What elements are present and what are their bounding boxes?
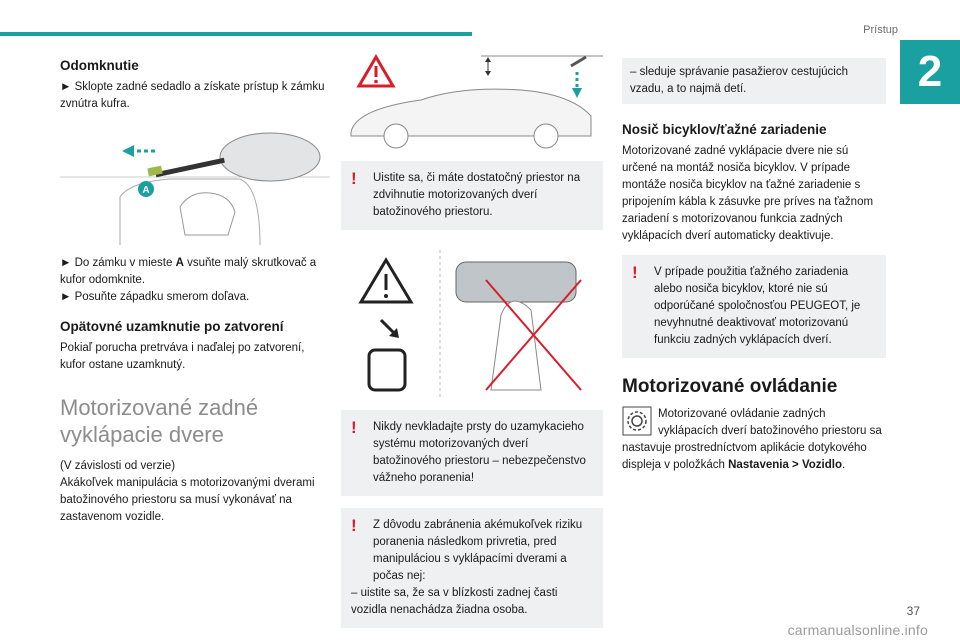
watermark: carmanualsonline.info bbox=[787, 622, 928, 638]
section-label: Prístup bbox=[863, 24, 898, 36]
exclamation-icon: ! bbox=[351, 169, 357, 188]
intro-text: Akákoľvek manipulácia s motorizovanými dverami batožinového priestoru sa musí vykonávať na zastavenom vozidle. bbox=[60, 477, 315, 523]
version-note: (V závislosti od verzie) bbox=[60, 460, 176, 472]
finger-warning-illustration bbox=[341, 250, 603, 400]
exclamation-icon: ! bbox=[632, 263, 638, 282]
heading-relock: Opätovné uzamknutie po zatvorení bbox=[60, 319, 284, 334]
bike-carrier-text: Motorizované zadné vyklápacie dvere nie sú určené na montáž nosiča bicyklov. V prípade montáže nosiča bicyklov na ťažné zariadenie s pripojením kábla k zásuvke pre príves na ťažnom zariadení s motorizovanou funkcia zadných vyklápacích dverí automaticky deaktivuje. bbox=[622, 145, 874, 242]
continued-warning-text: – sleduje správanie pasažierov cestujúcich vzadu, a to najmä detí. bbox=[622, 58, 886, 104]
warning-box-clearance: ! Uistite sa, či máte dostatočný priestor na zdvihnutie motorizovaných dverí batožinového priestoru. bbox=[341, 161, 603, 230]
unlock-step-2: ► Do zámku v mieste A vsuňte malý skrutkovač a kufor odomknite. bbox=[60, 257, 317, 286]
heading-motorized-control: Motorizované ovládanie bbox=[622, 376, 838, 397]
header-accent-bar bbox=[0, 32, 472, 36]
exclamation-icon: ! bbox=[351, 418, 357, 437]
warning-box-pinch: ! Z dôvodu zabránenia akémukoľvek riziku poranenia následkom privretia, pred manipuláciou s vyklápacími dverami a počas nej: – uistite sa, že sa v blízkosti zadnej časti vozidla nenachádza žiadna osoba. bbox=[341, 508, 603, 628]
callout-a-label: A bbox=[142, 185, 150, 196]
column-3 bbox=[622, 58, 886, 474]
column-1 bbox=[60, 58, 330, 526]
column-2 bbox=[341, 58, 603, 628]
warning-box-bike: ! V prípade použitia ťažného zariadenia alebo nosiča bicyklov, ktoré nie sú odporúčané spoločnosťou PEUGEOT, je nevyhnutné deaktivovať motorizovanú funkciu zadných vyklápacích dverí. bbox=[622, 255, 886, 358]
heading-unlock: Odomknutie bbox=[60, 58, 139, 73]
chapter-tab: 2 bbox=[900, 40, 960, 104]
heading-bike-carrier: Nosič bicyklov/ťažné zariadenie bbox=[622, 122, 827, 137]
car-clearance-illustration bbox=[341, 54, 603, 149]
unlock-step-1: ► Sklopte zadné sedadlo a získate prístup k zámku zvnútra kufra. bbox=[60, 81, 325, 110]
motorized-control-text: Motorizované ovládanie zadných vyklápacích dverí batožinového priestoru sa nastavuje prostredníctvom aplikácie dotykového displeja v položkách Nastavenia > Vozidlo. bbox=[622, 408, 882, 471]
warning-box-fingers: ! Nikdy nevkladajte prsty do uzamykacieho systému motorizovaných dverí batožinového priestoru – nebezpečenstvo vážneho poranenia! bbox=[341, 410, 603, 496]
unlock-step-3: ► Posuňte západku smerom doľava. bbox=[60, 291, 250, 303]
section-title-motorized: Motorizované zadné vyklápacie dvere bbox=[60, 395, 259, 447]
screwdriver-illustration bbox=[60, 127, 330, 245]
gear-icon bbox=[622, 406, 652, 436]
exclamation-icon: ! bbox=[351, 516, 357, 535]
page-number: 37 bbox=[906, 604, 920, 618]
relock-text: Pokiaľ porucha pretrváva i naďalej po zatvorení, kufor ostane uzamknutý. bbox=[60, 342, 305, 371]
hand-press-icon bbox=[369, 350, 405, 390]
